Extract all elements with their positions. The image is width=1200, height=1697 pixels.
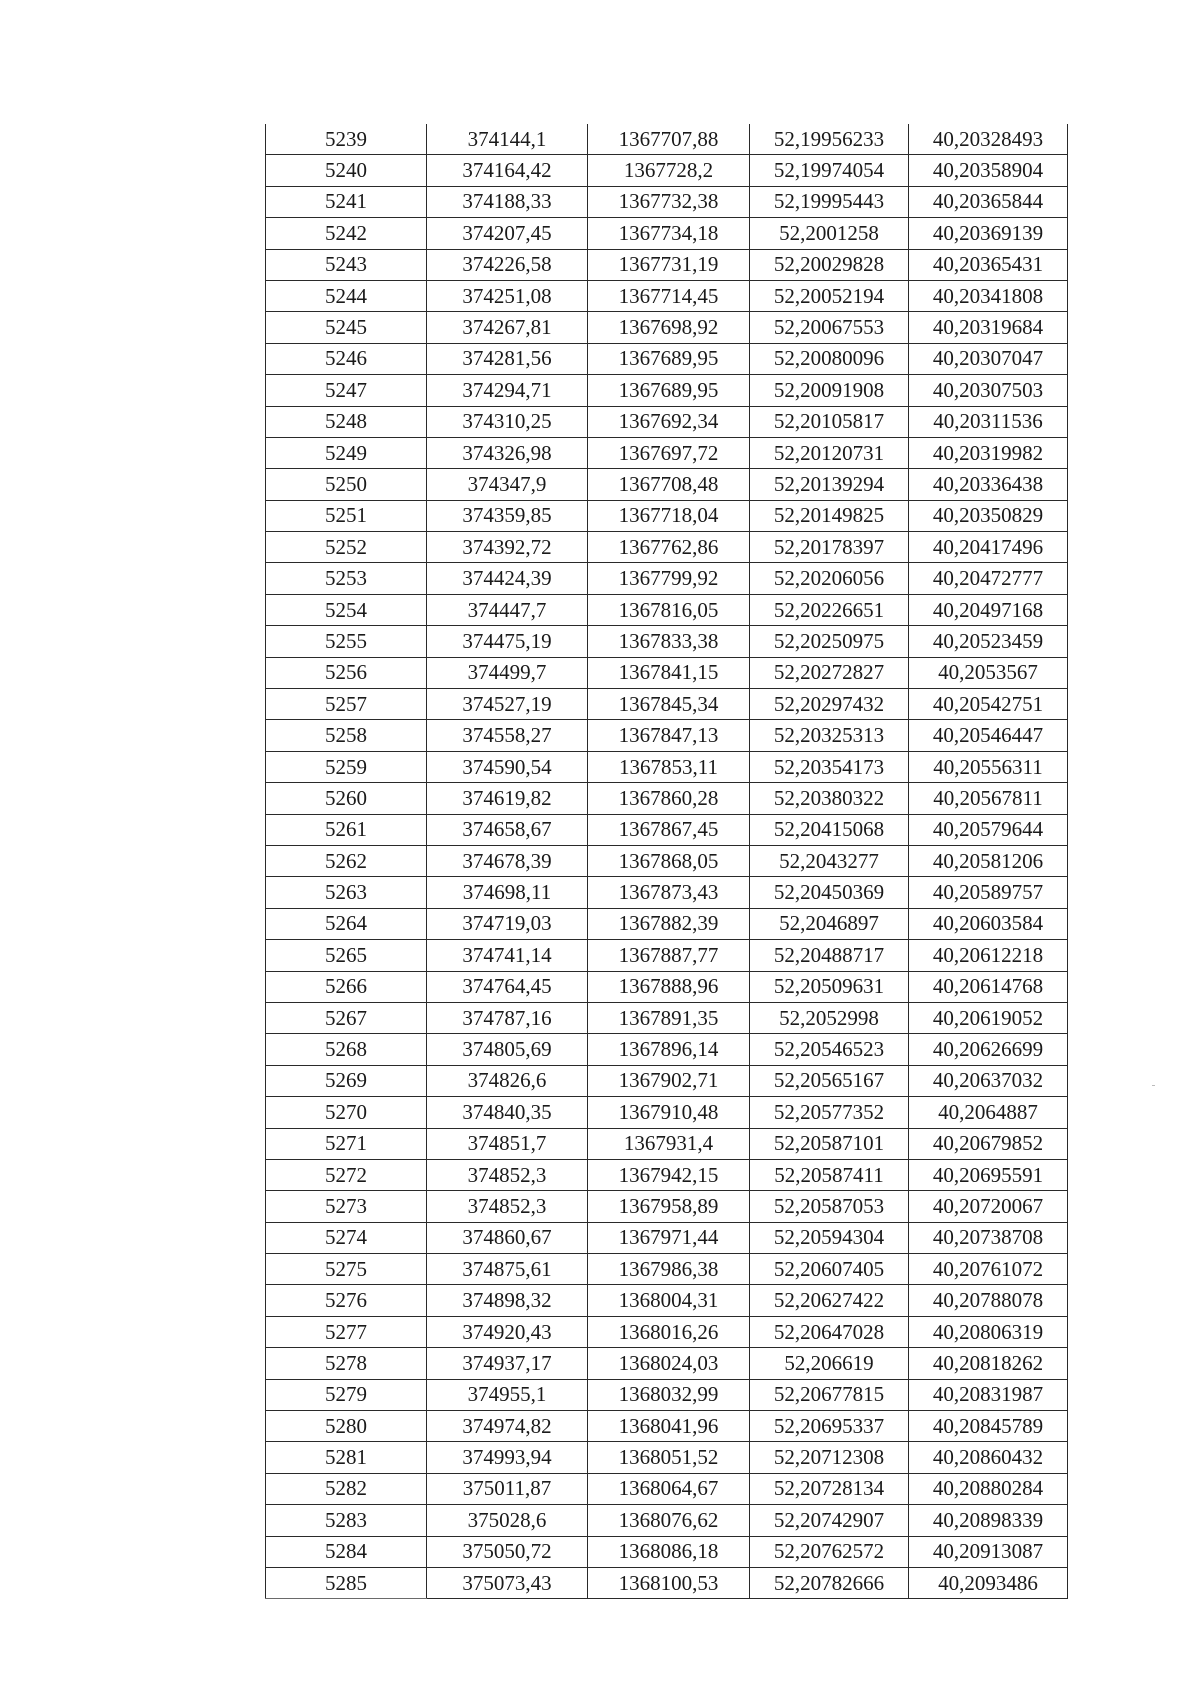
x-coordinate-cell: 375050,72 [427,1536,588,1567]
latitude-cell: 52,20178397 [750,532,909,563]
point-number-cell: 5246 [266,343,427,374]
y-coordinate-cell: 1368032,99 [588,1379,750,1410]
table-row [266,406,1068,437]
y-coordinate-cell: 1367867,45 [588,814,750,845]
latitude-cell: 52,20325313 [750,720,909,751]
latitude-cell: 52,20488717 [750,940,909,971]
table-row [266,1316,1068,1347]
point-number-cell: 5254 [266,594,427,625]
latitude-cell: 52,20120731 [750,437,909,468]
longitude-cell: 40,20614768 [909,971,1068,1002]
point-number-cell: 5258 [266,720,427,751]
latitude-cell: 52,2043277 [750,845,909,876]
x-coordinate-cell: 374347,9 [427,469,588,500]
y-coordinate-cell: 1367891,35 [588,1002,750,1033]
latitude-cell: 52,20565167 [750,1065,909,1096]
table-row [266,1348,1068,1379]
y-coordinate-cell: 1368004,31 [588,1285,750,1316]
table-row [266,1097,1068,1128]
y-coordinate-cell: 1367902,71 [588,1065,750,1096]
point-number-cell: 5264 [266,908,427,939]
table-row [266,814,1068,845]
longitude-cell: 40,20417496 [909,532,1068,563]
latitude-cell: 52,20105817 [750,406,909,437]
longitude-cell: 40,20788078 [909,1285,1068,1316]
x-coordinate-cell: 374267,81 [427,312,588,343]
longitude-cell: 40,20328493 [909,124,1068,155]
y-coordinate-cell: 1367845,34 [588,689,750,720]
x-coordinate-cell: 374851,7 [427,1128,588,1159]
latitude-cell: 52,20091908 [750,375,909,406]
point-number-cell: 5255 [266,626,427,657]
longitude-cell: 40,20497168 [909,594,1068,625]
table-row [266,1285,1068,1316]
longitude-cell: 40,20806319 [909,1316,1068,1347]
longitude-cell: 40,20761072 [909,1254,1068,1285]
x-coordinate-cell: 374805,69 [427,1034,588,1065]
table-row [266,312,1068,343]
latitude-cell: 52,19995443 [750,186,909,217]
y-coordinate-cell: 1368016,26 [588,1316,750,1347]
latitude-cell: 52,2001258 [750,218,909,249]
coordinates-table-body [266,124,1068,1599]
y-coordinate-cell: 1367697,72 [588,437,750,468]
table-row [266,720,1068,751]
longitude-cell: 40,20567811 [909,783,1068,814]
point-number-cell: 5269 [266,1065,427,1096]
x-coordinate-cell: 374678,39 [427,845,588,876]
table-row [266,124,1068,155]
longitude-cell: 40,20913087 [909,1536,1068,1567]
table-row [266,1128,1068,1159]
point-number-cell: 5251 [266,500,427,531]
y-coordinate-cell: 1367728,2 [588,155,750,186]
table-row [266,1567,1068,1598]
x-coordinate-cell: 374251,08 [427,280,588,311]
point-number-cell: 5283 [266,1505,427,1536]
latitude-cell: 52,20742907 [750,1505,909,1536]
x-coordinate-cell: 374658,67 [427,814,588,845]
y-coordinate-cell: 1367841,15 [588,657,750,688]
table-row [266,280,1068,311]
longitude-cell: 40,20307047 [909,343,1068,374]
latitude-cell: 52,20226651 [750,594,909,625]
table-row [266,1065,1068,1096]
x-coordinate-cell: 374310,25 [427,406,588,437]
table-row [266,940,1068,971]
latitude-cell: 52,20139294 [750,469,909,500]
table-row [266,1473,1068,1504]
y-coordinate-cell: 1367888,96 [588,971,750,1002]
y-coordinate-cell: 1367698,92 [588,312,750,343]
longitude-cell: 40,20365431 [909,249,1068,280]
coordinates-table [265,124,1068,1599]
latitude-cell: 52,20052194 [750,280,909,311]
x-coordinate-cell: 374955,1 [427,1379,588,1410]
y-coordinate-cell: 1367689,95 [588,343,750,374]
point-number-cell: 5248 [266,406,427,437]
point-number-cell: 5242 [266,218,427,249]
longitude-cell: 40,20319982 [909,437,1068,468]
table-row [266,1254,1068,1285]
point-number-cell: 5265 [266,940,427,971]
latitude-cell: 52,2052998 [750,1002,909,1033]
x-coordinate-cell: 374447,7 [427,594,588,625]
point-number-cell: 5243 [266,249,427,280]
longitude-cell: 40,20341808 [909,280,1068,311]
x-coordinate-cell: 374281,56 [427,343,588,374]
y-coordinate-cell: 1367971,44 [588,1222,750,1253]
latitude-cell: 52,20762572 [750,1536,909,1567]
point-number-cell: 5284 [266,1536,427,1567]
x-coordinate-cell: 374144,1 [427,124,588,155]
table-row [266,1222,1068,1253]
table-row [266,218,1068,249]
table-row [266,1191,1068,1222]
table-row [266,563,1068,594]
y-coordinate-cell: 1367847,13 [588,720,750,751]
y-coordinate-cell: 1367799,92 [588,563,750,594]
y-coordinate-cell: 1367718,04 [588,500,750,531]
point-number-cell: 5240 [266,155,427,186]
point-number-cell: 5239 [266,124,427,155]
latitude-cell: 52,20415068 [750,814,909,845]
point-number-cell: 5276 [266,1285,427,1316]
longitude-cell: 40,2053567 [909,657,1068,688]
scan-speck [1152,1085,1155,1086]
point-number-cell: 5261 [266,814,427,845]
table-row [266,1442,1068,1473]
y-coordinate-cell: 1367689,95 [588,375,750,406]
x-coordinate-cell: 374475,19 [427,626,588,657]
x-coordinate-cell: 374974,82 [427,1411,588,1442]
longitude-cell: 40,20818262 [909,1348,1068,1379]
x-coordinate-cell: 375073,43 [427,1567,588,1598]
point-number-cell: 5256 [266,657,427,688]
longitude-cell: 40,20311536 [909,406,1068,437]
point-number-cell: 5275 [266,1254,427,1285]
x-coordinate-cell: 374590,54 [427,751,588,782]
x-coordinate-cell: 374852,3 [427,1191,588,1222]
x-coordinate-cell: 374741,14 [427,940,588,971]
table-row [266,1002,1068,1033]
point-number-cell: 5268 [266,1034,427,1065]
longitude-cell: 40,20350829 [909,500,1068,531]
point-number-cell: 5247 [266,375,427,406]
y-coordinate-cell: 1367833,38 [588,626,750,657]
longitude-cell: 40,20579644 [909,814,1068,845]
latitude-cell: 52,20782666 [750,1567,909,1598]
point-number-cell: 5267 [266,1002,427,1033]
latitude-cell: 52,20677815 [750,1379,909,1410]
y-coordinate-cell: 1367762,86 [588,532,750,563]
x-coordinate-cell: 374898,32 [427,1285,588,1316]
longitude-cell: 40,20542751 [909,689,1068,720]
y-coordinate-cell: 1367708,48 [588,469,750,500]
table-row [266,626,1068,657]
table-row [266,249,1068,280]
x-coordinate-cell: 374499,7 [427,657,588,688]
x-coordinate-cell: 374207,45 [427,218,588,249]
point-number-cell: 5263 [266,877,427,908]
x-coordinate-cell: 374698,11 [427,877,588,908]
longitude-cell: 40,20581206 [909,845,1068,876]
latitude-cell: 52,20587053 [750,1191,909,1222]
latitude-cell: 52,20250975 [750,626,909,657]
table-row [266,877,1068,908]
latitude-cell: 52,20029828 [750,249,909,280]
table-row [266,594,1068,625]
longitude-cell: 40,20358904 [909,155,1068,186]
latitude-cell: 52,20607405 [750,1254,909,1285]
longitude-cell: 40,20637032 [909,1065,1068,1096]
y-coordinate-cell: 1367887,77 [588,940,750,971]
y-coordinate-cell: 1367986,38 [588,1254,750,1285]
x-coordinate-cell: 375011,87 [427,1473,588,1504]
point-number-cell: 5241 [266,186,427,217]
y-coordinate-cell: 1367707,88 [588,124,750,155]
x-coordinate-cell: 374527,19 [427,689,588,720]
y-coordinate-cell: 1367931,4 [588,1128,750,1159]
table-row [266,343,1068,374]
point-number-cell: 5280 [266,1411,427,1442]
x-coordinate-cell: 374852,3 [427,1159,588,1190]
table-row [266,908,1068,939]
longitude-cell: 40,20880284 [909,1473,1068,1504]
longitude-cell: 40,20556311 [909,751,1068,782]
longitude-cell: 40,20831987 [909,1379,1068,1410]
y-coordinate-cell: 1367958,89 [588,1191,750,1222]
y-coordinate-cell: 1367868,05 [588,845,750,876]
x-coordinate-cell: 374920,43 [427,1316,588,1347]
y-coordinate-cell: 1368041,96 [588,1411,750,1442]
point-number-cell: 5260 [266,783,427,814]
latitude-cell: 52,20380322 [750,783,909,814]
x-coordinate-cell: 374937,17 [427,1348,588,1379]
latitude-cell: 52,20695337 [750,1411,909,1442]
table-row [266,1034,1068,1065]
y-coordinate-cell: 1368086,18 [588,1536,750,1567]
y-coordinate-cell: 1367853,11 [588,751,750,782]
latitude-cell: 52,19974054 [750,155,909,186]
latitude-cell: 52,20080096 [750,343,909,374]
y-coordinate-cell: 1368064,67 [588,1473,750,1504]
table-row [266,689,1068,720]
point-number-cell: 5253 [266,563,427,594]
latitude-cell: 52,20354173 [750,751,909,782]
x-coordinate-cell: 374993,94 [427,1442,588,1473]
latitude-cell: 52,206619 [750,1348,909,1379]
y-coordinate-cell: 1367873,43 [588,877,750,908]
y-coordinate-cell: 1367896,14 [588,1034,750,1065]
longitude-cell: 40,20845789 [909,1411,1068,1442]
point-number-cell: 5279 [266,1379,427,1410]
y-coordinate-cell: 1367734,18 [588,218,750,249]
point-number-cell: 5259 [266,751,427,782]
longitude-cell: 40,2093486 [909,1567,1068,1598]
longitude-cell: 40,20546447 [909,720,1068,751]
point-number-cell: 5272 [266,1159,427,1190]
x-coordinate-cell: 374226,58 [427,249,588,280]
x-coordinate-cell: 374392,72 [427,532,588,563]
latitude-cell: 52,20149825 [750,500,909,531]
longitude-cell: 40,20589757 [909,877,1068,908]
y-coordinate-cell: 1367910,48 [588,1097,750,1128]
y-coordinate-cell: 1367816,05 [588,594,750,625]
longitude-cell: 40,20472777 [909,563,1068,594]
table-row [266,375,1068,406]
point-number-cell: 5252 [266,532,427,563]
y-coordinate-cell: 1368100,53 [588,1567,750,1598]
x-coordinate-cell: 375028,6 [427,1505,588,1536]
x-coordinate-cell: 374840,35 [427,1097,588,1128]
longitude-cell: 40,2064887 [909,1097,1068,1128]
y-coordinate-cell: 1368076,62 [588,1505,750,1536]
longitude-cell: 40,20720067 [909,1191,1068,1222]
point-number-cell: 5277 [266,1316,427,1347]
point-number-cell: 5262 [266,845,427,876]
latitude-cell: 52,20594304 [750,1222,909,1253]
point-number-cell: 5266 [266,971,427,1002]
x-coordinate-cell: 374719,03 [427,908,588,939]
table-row [266,500,1068,531]
table-row [266,186,1068,217]
point-number-cell: 5281 [266,1442,427,1473]
point-number-cell: 5257 [266,689,427,720]
table-row [266,1379,1068,1410]
y-coordinate-cell: 1367732,38 [588,186,750,217]
longitude-cell: 40,20860432 [909,1442,1068,1473]
y-coordinate-cell: 1367860,28 [588,783,750,814]
latitude-cell: 52,20712308 [750,1442,909,1473]
table-row [266,437,1068,468]
latitude-cell: 52,20297432 [750,689,909,720]
y-coordinate-cell: 1368024,03 [588,1348,750,1379]
point-number-cell: 5285 [266,1567,427,1598]
latitude-cell: 52,20546523 [750,1034,909,1065]
table-row [266,657,1068,688]
x-coordinate-cell: 374826,6 [427,1065,588,1096]
y-coordinate-cell: 1367714,45 [588,280,750,311]
x-coordinate-cell: 374326,98 [427,437,588,468]
longitude-cell: 40,20369139 [909,218,1068,249]
longitude-cell: 40,20336438 [909,469,1068,500]
x-coordinate-cell: 374359,85 [427,500,588,531]
table-row [266,751,1068,782]
longitude-cell: 40,20365844 [909,186,1068,217]
latitude-cell: 52,20587101 [750,1128,909,1159]
latitude-cell: 52,20067553 [750,312,909,343]
point-number-cell: 5278 [266,1348,427,1379]
latitude-cell: 52,20577352 [750,1097,909,1128]
latitude-cell: 52,2046897 [750,908,909,939]
y-coordinate-cell: 1367692,34 [588,406,750,437]
latitude-cell: 52,20272827 [750,657,909,688]
table-row [266,469,1068,500]
latitude-cell: 52,20206056 [750,563,909,594]
longitude-cell: 40,20898339 [909,1505,1068,1536]
x-coordinate-cell: 374424,39 [427,563,588,594]
y-coordinate-cell: 1367882,39 [588,908,750,939]
point-number-cell: 5245 [266,312,427,343]
table-row [266,1411,1068,1442]
table-row [266,971,1068,1002]
x-coordinate-cell: 374619,82 [427,783,588,814]
y-coordinate-cell: 1367942,15 [588,1159,750,1190]
x-coordinate-cell: 374764,45 [427,971,588,1002]
longitude-cell: 40,20307503 [909,375,1068,406]
table-row [266,783,1068,814]
table-row [266,1536,1068,1567]
x-coordinate-cell: 374558,27 [427,720,588,751]
latitude-cell: 52,20450369 [750,877,909,908]
longitude-cell: 40,20319684 [909,312,1068,343]
longitude-cell: 40,20695591 [909,1159,1068,1190]
latitude-cell: 52,20647028 [750,1316,909,1347]
point-number-cell: 5249 [266,437,427,468]
latitude-cell: 52,19956233 [750,124,909,155]
table-row [266,532,1068,563]
point-number-cell: 5270 [266,1097,427,1128]
x-coordinate-cell: 374294,71 [427,375,588,406]
table-row [266,155,1068,186]
latitude-cell: 52,20627422 [750,1285,909,1316]
point-number-cell: 5273 [266,1191,427,1222]
x-coordinate-cell: 374875,61 [427,1254,588,1285]
table-row [266,1159,1068,1190]
point-number-cell: 5250 [266,469,427,500]
longitude-cell: 40,20523459 [909,626,1068,657]
x-coordinate-cell: 374164,42 [427,155,588,186]
y-coordinate-cell: 1367731,19 [588,249,750,280]
latitude-cell: 52,20728134 [750,1473,909,1504]
point-number-cell: 5271 [266,1128,427,1159]
latitude-cell: 52,20509631 [750,971,909,1002]
point-number-cell: 5244 [266,280,427,311]
y-coordinate-cell: 1368051,52 [588,1442,750,1473]
x-coordinate-cell: 374787,16 [427,1002,588,1033]
table-row [266,1505,1068,1536]
x-coordinate-cell: 374860,67 [427,1222,588,1253]
longitude-cell: 40,20679852 [909,1128,1068,1159]
table-row [266,845,1068,876]
latitude-cell: 52,20587411 [750,1159,909,1190]
longitude-cell: 40,20626699 [909,1034,1068,1065]
longitude-cell: 40,20619052 [909,1002,1068,1033]
x-coordinate-cell: 374188,33 [427,186,588,217]
longitude-cell: 40,20612218 [909,940,1068,971]
point-number-cell: 5274 [266,1222,427,1253]
longitude-cell: 40,20603584 [909,908,1068,939]
longitude-cell: 40,20738708 [909,1222,1068,1253]
point-number-cell: 5282 [266,1473,427,1504]
